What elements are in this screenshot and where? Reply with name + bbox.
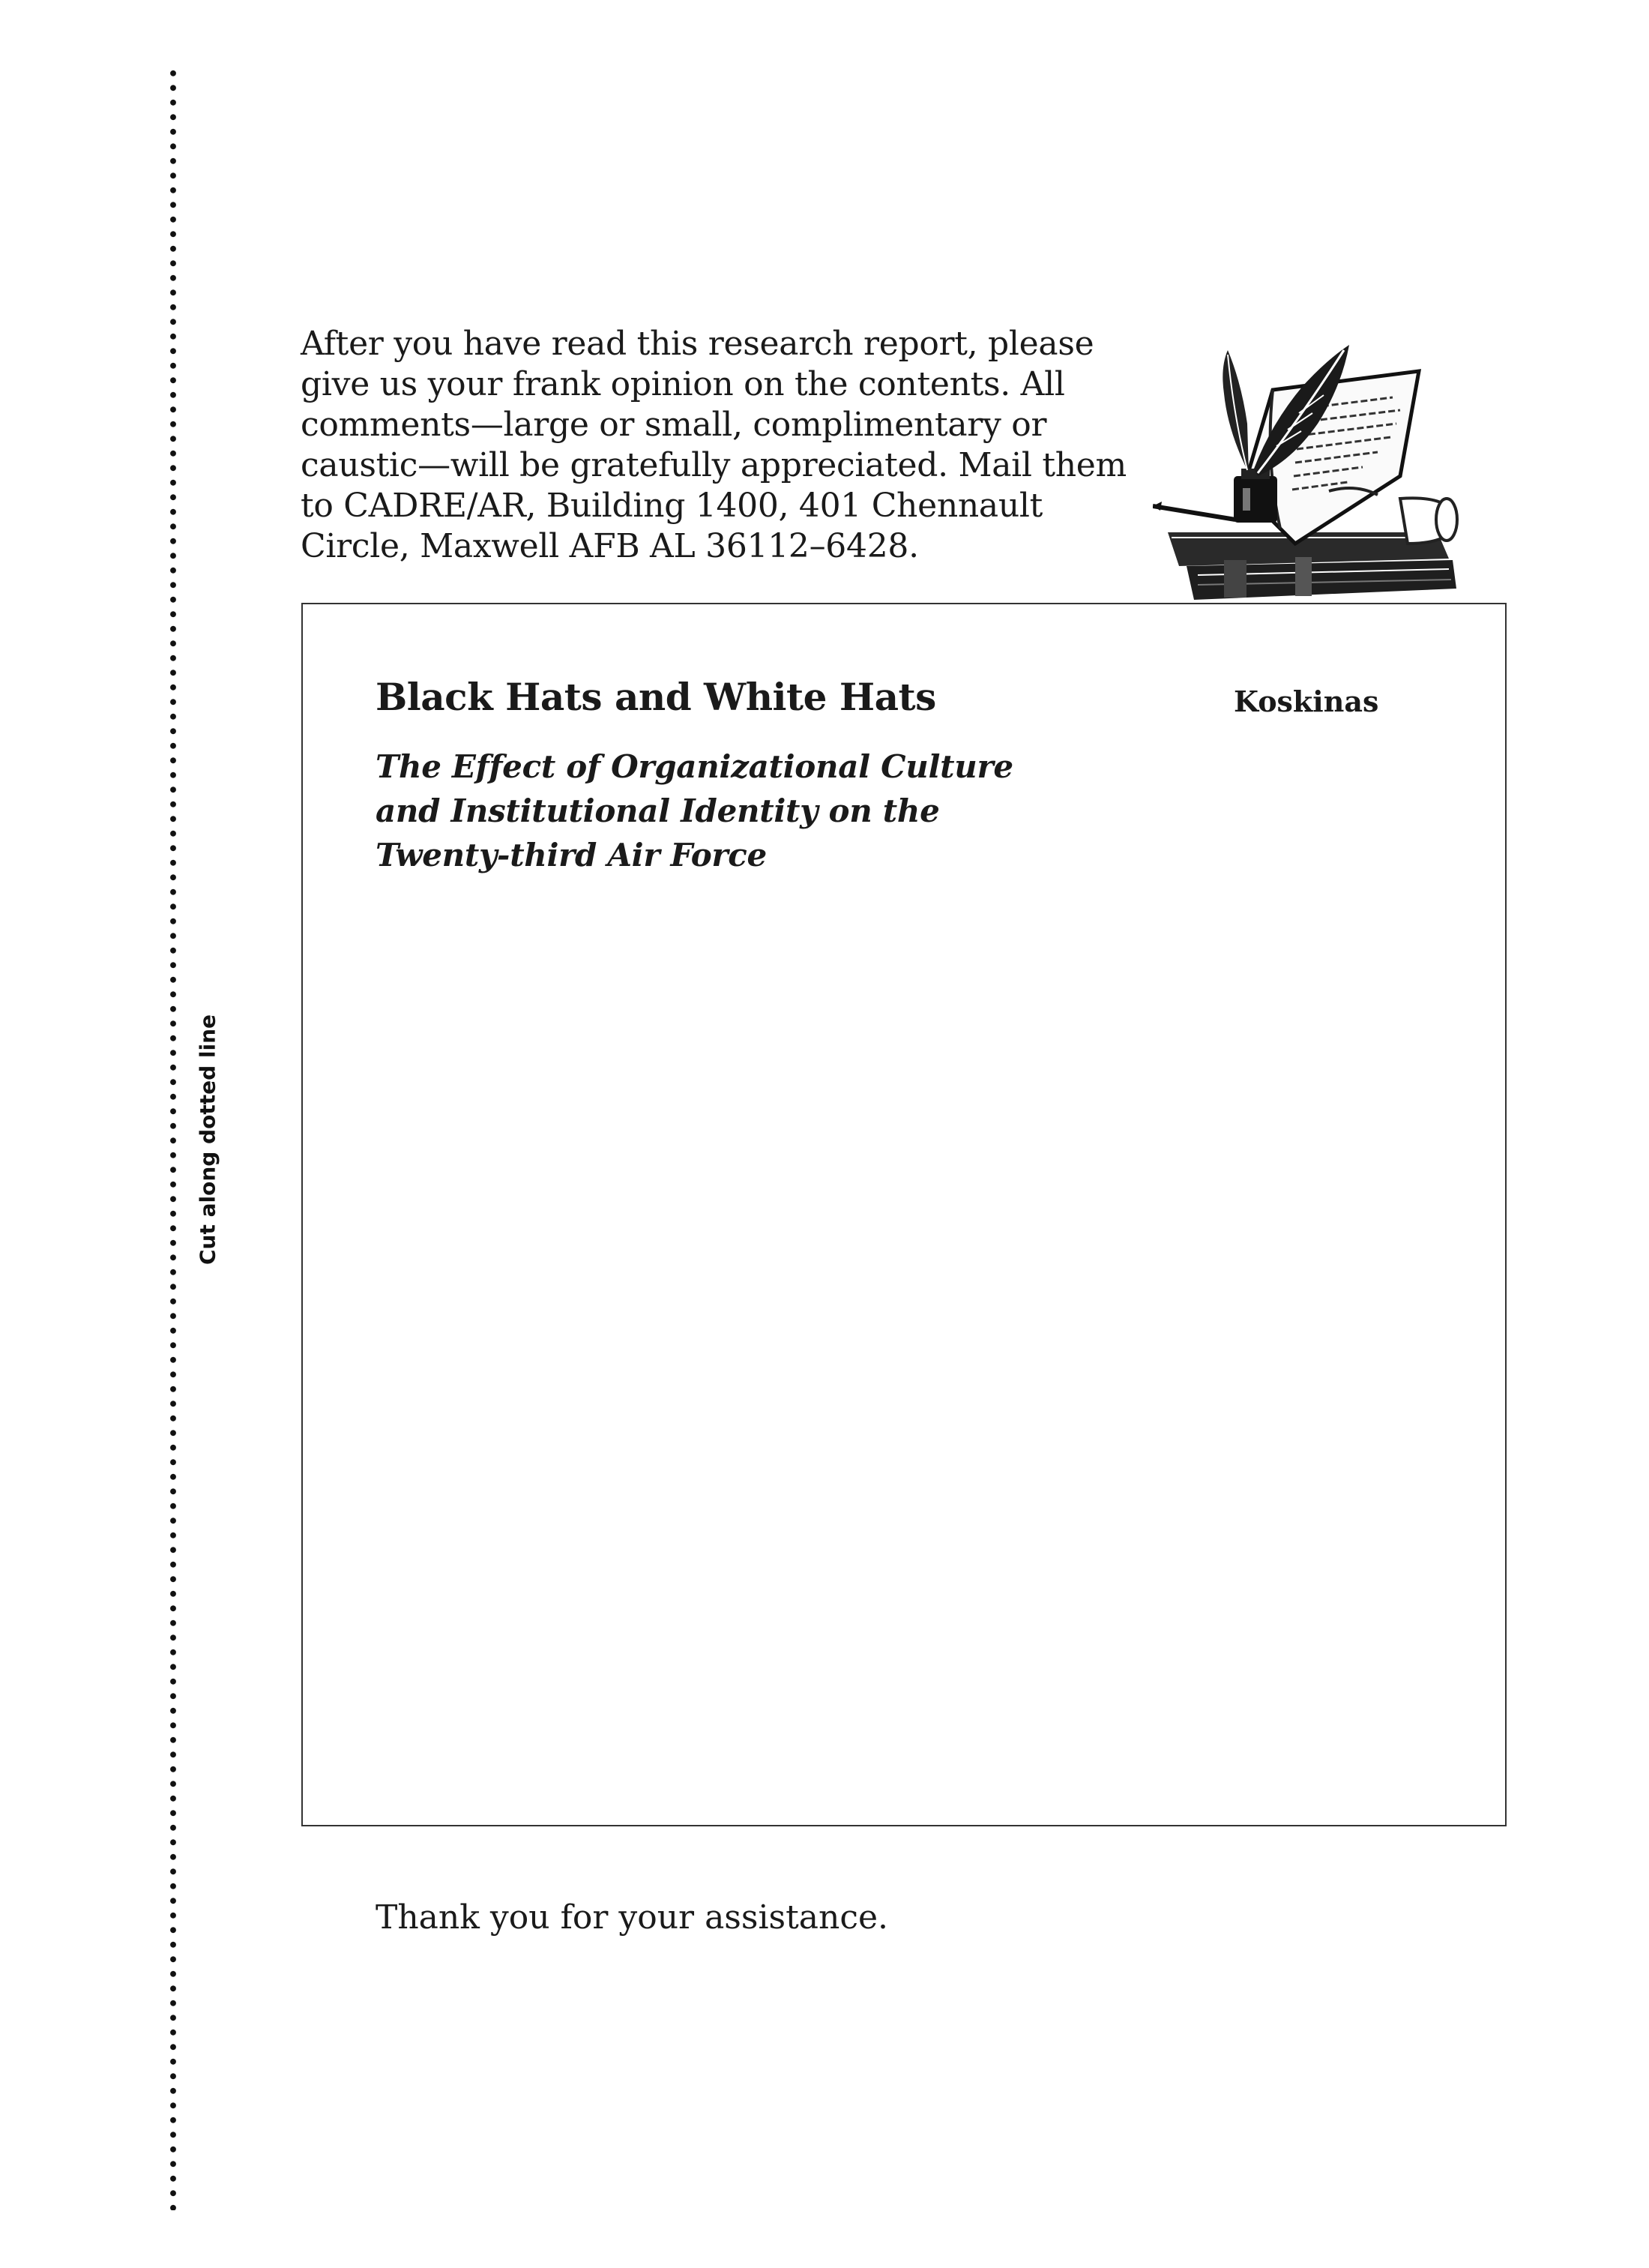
cut-instruction-label: Cut along dotted line — [195, 1014, 220, 1266]
report-subtitle-line: The Effect of Organizational Culture — [376, 748, 1013, 785]
report-title: Black Hats and White Hats — [376, 675, 936, 719]
intro-line: to CADRE/AR, Building 1400, 401 Chennault — [301, 487, 1043, 525]
intro-line: Circle, Maxwell AFB AL 36112–6428. — [301, 527, 919, 565]
report-author: Koskinas — [1234, 685, 1379, 718]
report-subtitle-line: Twenty-third Air Force — [376, 837, 767, 873]
intro-paragraph — [301, 324, 1163, 567]
intro-line: give us your frank opinion on the contents. All — [301, 365, 1065, 403]
intro-line: caustic—will be gratefully appreciated. Mail them — [301, 446, 1127, 484]
closing-thanks: Thank you for your assistance. — [376, 1898, 889, 1937]
intro-line: comments—large or small, complimentary or — [301, 406, 1047, 444]
quill-inkwell-book-icon — [1153, 341, 1468, 611]
dotted-cut-line — [169, 66, 177, 2210]
report-subtitle — [376, 745, 1013, 877]
intro-line: After you have read this research report, please — [301, 325, 1094, 363]
report-subtitle-line: and Institutional Identity on the — [376, 792, 940, 829]
